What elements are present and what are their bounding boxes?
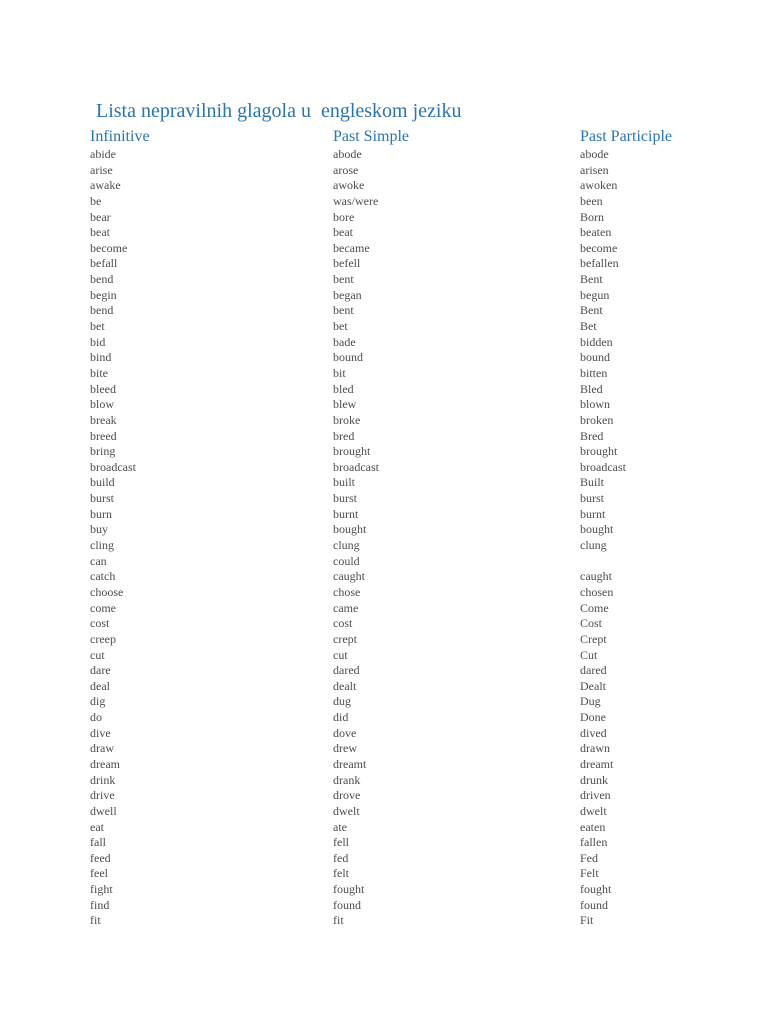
past-participle-cell: clung [580, 538, 607, 553]
infinitive-cell: begin [90, 287, 117, 302]
infinitive-cell: befall [90, 256, 118, 271]
infinitive-cell: blow [90, 397, 114, 412]
infinitive-cell: bite [90, 365, 108, 380]
infinitive-cell: do [90, 710, 102, 725]
past-participle-cell: dared [580, 663, 607, 678]
past-simple-cell: burst [333, 491, 357, 506]
past-simple-cell: bade [333, 334, 356, 349]
past-simple-cell: clung [333, 538, 360, 553]
past-simple-cell: built [333, 475, 356, 490]
column-header-infinitive: Infinitive [90, 128, 150, 145]
infinitive-cell: bleed [90, 381, 116, 396]
past-participle-cell: become [580, 240, 618, 255]
column-header-past-simple: Past Simple [333, 128, 410, 145]
past-simple-cell: dreamt [333, 756, 367, 771]
past-simple-cell: dove [333, 725, 357, 740]
past-participle-cell: begun [580, 287, 610, 302]
past-participle-cell: Crept [580, 631, 607, 646]
infinitive-cell: choose [90, 584, 124, 599]
past-participle-cell: eaten [580, 819, 606, 834]
past-simple-cell: fed [333, 850, 349, 865]
past-participle-cell: fallen [580, 835, 608, 850]
past-participle-cell: bound [580, 350, 610, 365]
column-header-past-participle: Past Participle [580, 128, 672, 145]
past-simple-cell: felt [333, 866, 349, 881]
past-simple-cell: cost [333, 616, 353, 631]
infinitive-cell: catch [90, 569, 116, 584]
past-simple-cell: became [333, 240, 370, 255]
infinitive-cell: find [90, 897, 110, 912]
past-simple-cell: bred [333, 428, 355, 443]
infinitive-cell: dream [90, 756, 120, 771]
past-simple-cell: bit [333, 365, 346, 380]
past-simple-cell: blew [333, 397, 357, 412]
past-simple-cell: could [333, 553, 360, 568]
past-participle-cell: brought [580, 444, 618, 459]
past-participle-cell: Dug [580, 694, 601, 709]
past-simple-cell: dealt [333, 678, 357, 693]
past-simple-column [333, 147, 379, 929]
past-simple-cell: bore [333, 209, 355, 224]
infinitive-cell: dwell [90, 803, 117, 818]
past-participle-cell: Felt [580, 866, 599, 881]
infinitive-cell: eat [90, 819, 104, 834]
infinitive-cell: become [90, 240, 128, 255]
past-simple-cell: bled [333, 381, 354, 396]
infinitive-cell: arise [90, 162, 113, 177]
past-participle-cell: befallen [580, 256, 619, 271]
past-participle-cell: burst [580, 491, 604, 506]
past-participle-cell: Done [580, 710, 606, 725]
page-title: Lista nepravilnih glagola u engleskom jeziku [96, 100, 462, 122]
past-participle-cell: Bred [580, 428, 604, 443]
past-participle-cell: fought [580, 882, 612, 897]
past-simple-cell: bent [333, 272, 354, 287]
past-simple-cell: befell [333, 256, 361, 271]
past-participle-cell: dwelt [580, 803, 607, 818]
infinitive-cell: feed [90, 850, 111, 865]
infinitive-cell: dare [90, 663, 111, 678]
past-simple-cell: awoke [333, 178, 365, 193]
past-participle-cell: Born [580, 209, 604, 224]
infinitive-cell: feel [90, 866, 108, 881]
past-simple-cell: abode [333, 147, 362, 161]
infinitive-cell: beat [90, 225, 110, 240]
past-simple-cell: bet [333, 319, 348, 334]
past-simple-cell: did [333, 710, 349, 725]
infinitive-cell: deal [90, 678, 110, 693]
past-participle-cell: dived [580, 725, 607, 740]
past-participle-cell: bidden [580, 334, 613, 349]
past-participle-cell: caught [580, 569, 612, 584]
past-simple-cell: fell [333, 835, 349, 850]
past-participle-cell: chosen [580, 584, 614, 599]
past-simple-cell: drank [333, 772, 361, 787]
past-participle-cell: bought [580, 522, 614, 537]
infinitive-cell: breed [90, 428, 117, 443]
past-simple-cell: cut [333, 647, 348, 662]
past-simple-cell: arose [333, 162, 359, 177]
infinitive-cell: burn [90, 506, 112, 521]
past-participle-cell: broken [580, 412, 614, 427]
infinitive-cell: be [90, 193, 102, 208]
infinitive-cell: draw [90, 741, 114, 756]
past-participle-cell: Bent [580, 272, 603, 287]
past-simple-cell: dwelt [333, 803, 360, 818]
past-simple-cell: dug [333, 694, 351, 709]
infinitive-cell: fight [90, 882, 113, 897]
infinitive-cell: can [90, 553, 107, 568]
past-participle-cell: driven [580, 788, 611, 803]
infinitive-cell: abide [90, 147, 116, 161]
past-simple-cell: bound [333, 350, 363, 365]
past-simple-cell: crept [333, 631, 357, 646]
past-participle-cell: found [580, 897, 608, 912]
infinitive-cell: drive [90, 788, 115, 803]
past-participle-column [580, 147, 626, 929]
infinitive-cell: cost [90, 616, 110, 631]
past-participle-cell: Bled [580, 381, 603, 396]
past-participle-cell [580, 554, 626, 570]
past-participle-cell: Cut [580, 647, 598, 662]
past-simple-cell: broke [333, 412, 361, 427]
infinitive-cell: dig [90, 694, 106, 709]
past-participle-cell: Dealt [580, 678, 606, 693]
infinitive-cell: drink [90, 772, 116, 787]
infinitive-cell: burst [90, 491, 114, 506]
infinitive-cell: fit [90, 913, 101, 928]
past-participle-cell: Cost [580, 616, 603, 631]
infinitive-cell: bend [90, 303, 114, 318]
infinitive-cell: cut [90, 647, 105, 662]
past-simple-cell: broadcast [333, 459, 379, 474]
infinitive-cell: awake [90, 178, 121, 193]
past-participle-cell: Come [580, 600, 609, 615]
past-participle-cell: drunk [580, 772, 608, 787]
past-participle-cell: broadcast [580, 459, 626, 474]
past-participle-cell: Bent [580, 303, 603, 318]
past-participle-cell: Bet [580, 319, 597, 334]
past-simple-cell: brought [333, 444, 371, 459]
infinitive-cell: break [90, 412, 117, 427]
past-simple-cell: bent [333, 303, 354, 318]
past-simple-cell: chose [333, 584, 361, 599]
past-simple-cell: drove [333, 788, 361, 803]
past-participle-cell: drawn [580, 741, 610, 756]
infinitive-cell: bind [90, 350, 112, 365]
infinitive-cell: creep [90, 631, 116, 646]
infinitive-column [90, 147, 136, 929]
past-participle-cell: Fed [580, 850, 598, 865]
infinitive-cell: come [90, 600, 116, 615]
past-participle-cell: awoken [580, 178, 618, 193]
infinitive-cell: build [90, 475, 115, 490]
infinitive-cell: dive [90, 725, 111, 740]
past-participle-cell: beaten [580, 225, 612, 240]
past-simple-cell: fit [333, 913, 344, 928]
infinitive-cell: buy [90, 522, 108, 537]
infinitive-cell: fall [90, 835, 106, 850]
past-participle-cell: burnt [580, 506, 606, 521]
infinitive-cell: bend [90, 272, 114, 287]
past-participle-cell: been [580, 193, 603, 208]
past-simple-cell: caught [333, 569, 365, 584]
infinitive-cell: cling [90, 538, 114, 553]
past-simple-cell: bought [333, 522, 367, 537]
past-participle-cell: arisen [580, 162, 609, 177]
past-simple-cell: burnt [333, 506, 359, 521]
past-simple-cell: dared [333, 663, 360, 678]
infinitive-cell: bring [90, 444, 116, 459]
past-simple-cell: fought [333, 882, 365, 897]
past-simple-cell: beat [333, 225, 353, 240]
past-simple-cell: found [333, 897, 361, 912]
past-simple-cell: ate [333, 819, 347, 834]
past-simple-cell: was/were [333, 193, 379, 208]
past-simple-cell: began [333, 287, 362, 302]
past-simple-cell: came [333, 600, 359, 615]
past-participle-cell: blown [580, 397, 610, 412]
past-participle-cell: Built [580, 475, 605, 490]
infinitive-cell: bear [90, 209, 111, 224]
past-participle-cell: Fit [580, 913, 594, 928]
infinitive-cell: bid [90, 334, 106, 349]
past-participle-cell: abode [580, 147, 609, 161]
past-participle-cell: bitten [580, 365, 608, 380]
past-participle-cell: dreamt [580, 756, 614, 771]
infinitive-cell: bet [90, 319, 105, 334]
past-simple-cell: drew [333, 741, 357, 756]
infinitive-cell: broadcast [90, 459, 136, 474]
